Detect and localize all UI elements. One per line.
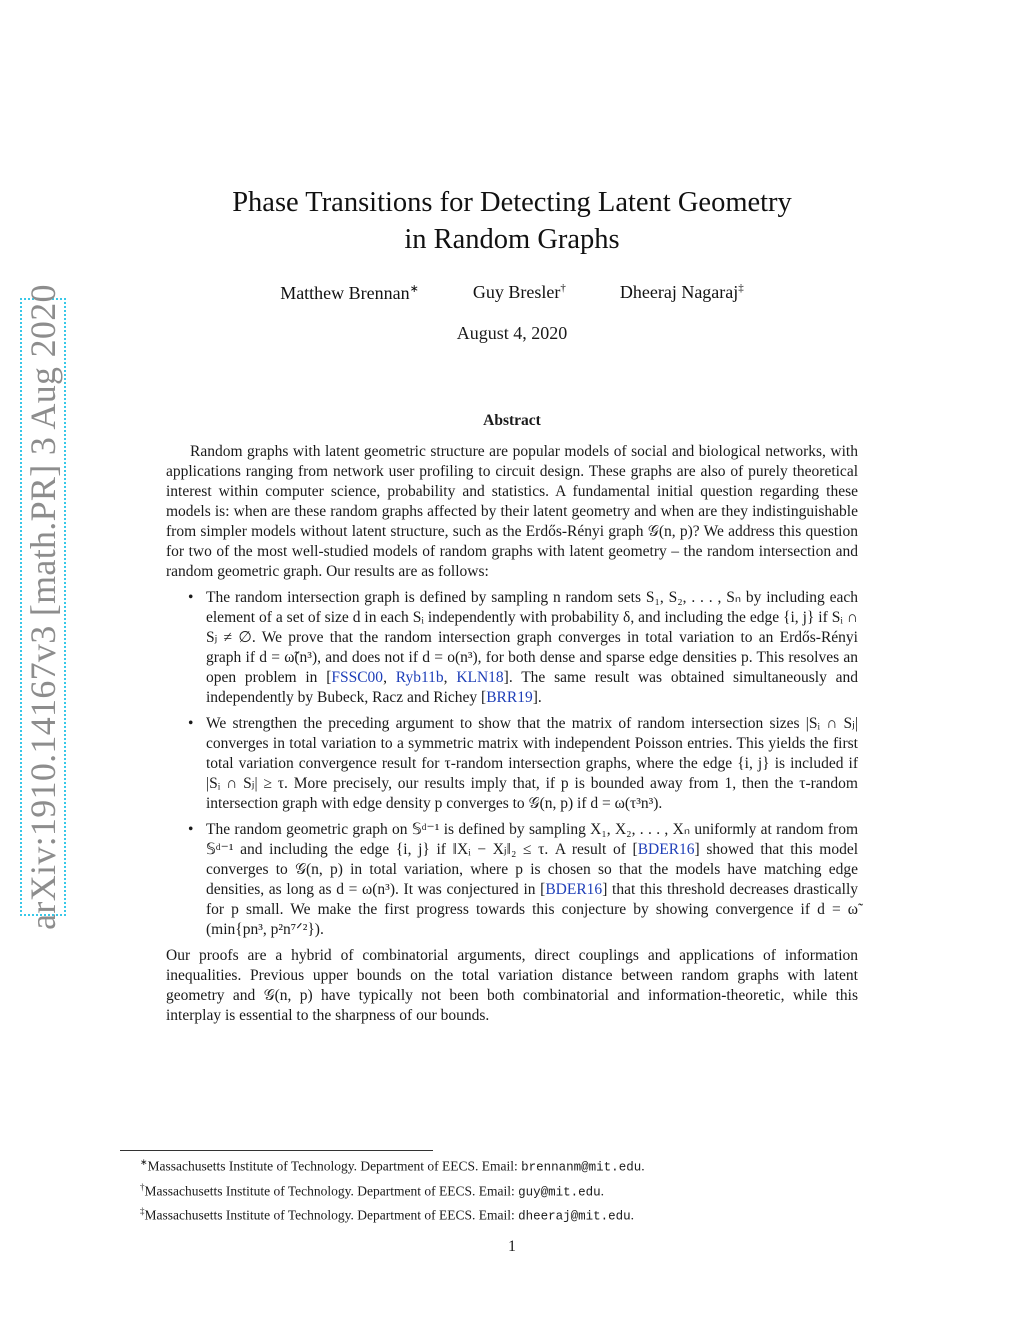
footnotes <box>140 1153 900 1227</box>
abstract-intro: Random graphs with latent geometric structure are popular models of social and biological networks, with applications ranging from network user profiling to circuit design. These graphs are also of purely theoretical interest within computer science, probability and statistics. A fundamental initial question regarding these models is: when are these random graphs affected by their latent geometry and when are they indistinguishable from simpler models without latent structure, such as the Erdős-Rényi graph 𝒢(n, p)? We address this question for two of the most well-studied models of random graphs with latent geometry – the random intersection and random geometric graph. Our results are as follows: <box>166 443 858 580</box>
footnote-end: . <box>600 1183 605 1198</box>
email-address: brennanm@mit.edu <box>521 1160 642 1175</box>
page-number: 1 <box>508 1238 516 1255</box>
citation-link[interactable]: BDER16 <box>637 841 695 858</box>
result-text: ]. The same result was obtained simultaneously and independently by Bubeck, Racz and Richey [ <box>206 669 859 706</box>
publication-date: August 4, 2020 <box>456 323 568 343</box>
author-mark: ‡ <box>738 282 744 294</box>
result-text: ] that this threshold decreases drastically for p small. We make the first progress towards this conjecture by showing convergence if d = ω̃ (min{pn³, p²n⁷ᐟ²}). <box>206 881 858 938</box>
email-address: guy@mit.edu <box>518 1185 601 1199</box>
footnote-end: . <box>630 1207 635 1223</box>
result-item <box>166 820 858 940</box>
result-text: We strengthen the preceding argument to show that the matrix of random intersection sizes |Sᵢ ∩ Sⱼ| converges in total variation to a symmetric matrix with independent Poisson entries. This yields the first total variation convergence result for τ-random intersection graphs, where the edge {i, j} is included if |Sᵢ ∩ Sⱼ| ≥ τ. More precisely, our results imply that, if p is bounded away from 1, then the τ-random intersection graph with edge density p converges to 𝒢(n, p) if d = ω(τ³n³). <box>206 715 858 812</box>
arxiv-identifier-stamp <box>20 284 66 930</box>
citation-separator: , <box>383 669 396 686</box>
author <box>620 282 744 304</box>
author-name: Matthew Brennan <box>280 283 410 303</box>
author <box>473 282 566 304</box>
footnote-text: Massachusetts Institute of Technology. Department of EECS. Email: <box>147 1158 522 1174</box>
title-line-1: Phase Transitions for Detecting Latent Geometry <box>232 187 792 218</box>
author-list <box>180 282 844 304</box>
abstract-body <box>166 442 858 1026</box>
citation-link[interactable]: KLN18 <box>456 669 504 686</box>
author-name: Guy Bresler <box>472 282 561 302</box>
footnote <box>140 1153 900 1178</box>
citation-link[interactable]: Ryb11b <box>395 669 444 686</box>
footnote-text: Massachusetts Institute of Technology. Department of EECS. Email: <box>144 1183 519 1198</box>
result-text: The random geometric graph on 𝕊ᵈ⁻¹ is defined by sampling X₁, X₂, . . . , Xₙ uniformly at random from 𝕊ᵈ⁻¹ and including the edge {i, j} if ‖Xᵢ − Xⱼ‖₂ ≤ τ. A result of [ <box>206 821 858 858</box>
arxiv-identifier: arXiv:1910.14167v3 [math.PR] 3 Aug 2020 <box>23 284 63 930</box>
footnote-mark: ∗ <box>140 1157 148 1167</box>
title-line-2: in Random Graphs <box>404 224 620 255</box>
footnote-end: . <box>641 1158 645 1174</box>
citation-link[interactable]: BRR19 <box>486 689 533 706</box>
citation-link[interactable]: FSSC00 <box>331 669 384 686</box>
abstract-heading: Abstract <box>483 412 541 429</box>
author <box>280 282 419 304</box>
abstract-closing: Our proofs are a hybrid of combinatorial arguments, direct couplings and applications of information inequalities. Previous upper bounds on the total variation distance between random graphs with latent geometry and 𝒢(n, p) have typically not been both combinatorial and information-theoretic, while this interplay is essential to the sharpness of our bounds. <box>166 947 858 1024</box>
citation-separator: , <box>443 669 457 686</box>
author-mark: ∗ <box>409 283 419 295</box>
footnote-mark: ‡ <box>140 1206 145 1216</box>
author-mark: † <box>560 282 566 294</box>
result-text: ] showed that this model converges to 𝒢(n, p) in total variation, where p is chosen so that the models have matching edge densities, as long as d = ω(n³). It was conjectured in [ <box>206 841 858 898</box>
footnote <box>140 1202 900 1227</box>
results-list <box>166 588 858 940</box>
result-text: The random intersection graph is defined by sampling n random sets S₁, S₂, . . . , Sₙ by including each element of a set of size d in each Sᵢ independently with probability δ, and including the edge {i, j} if Sᵢ ∩ Sⱼ ≠ ∅. We prove that the random intersection graph converges in total variation to an Erdős-Rényi graph if d = ω̃(n³), and does not if d = o(n³), for both dense and sparse edge densities p. This resolves an open problem in [ <box>206 589 858 686</box>
footnote-text: Massachusetts Institute of Technology. Department of EECS. Email: <box>144 1207 519 1223</box>
footnote-mark: † <box>140 1181 145 1192</box>
result-item <box>166 714 858 814</box>
footnote <box>140 1178 900 1203</box>
author-name: Dheeraj Nagaraj <box>619 282 739 302</box>
citation-link[interactable]: BDER16 <box>545 881 603 898</box>
footnote-divider <box>120 1150 433 1151</box>
paper-title <box>180 184 844 258</box>
email-address: dheeraj@mit.edu <box>518 1209 631 1224</box>
result-text: ]. <box>532 689 542 706</box>
result-item <box>166 588 858 708</box>
